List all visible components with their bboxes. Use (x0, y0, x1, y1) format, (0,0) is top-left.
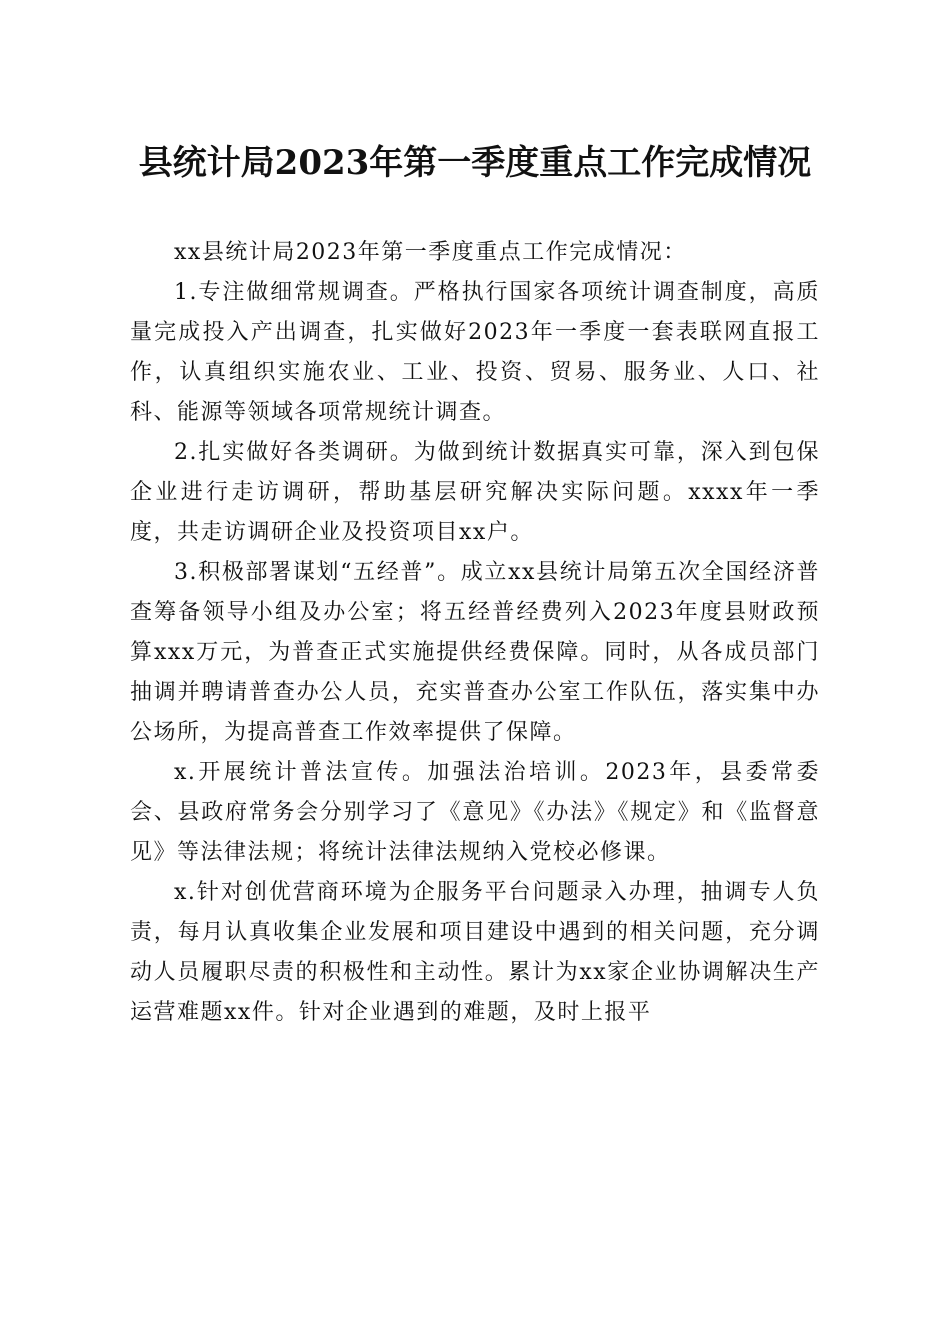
document-title: 县统计局2023年第一季度重点工作完成情况 (138, 143, 812, 183)
paragraph-3: 3.积极部署谋划“五经普”。成立xx县统计局第五次全国经济普查筹备领导小组及办公室；将五经普经费列入2023年度县财政预算xxx万元，为普查正式实施提供经费保障。同时，从各成员部门抽调并聘请普查办公人员，充实普查办公室工作队伍，落实集中办公场所，为提高普查工作效率提供了保障。 (130, 560, 820, 745)
paragraph-2: 2.扎实做好各类调研。为做到统计数据真实可靠，深入到包保企业进行走访调研，帮助基层研究解决实际问题。xxxx年一季度，共走访调研企业及投资项目xx户。 (130, 440, 820, 545)
document-body (130, 233, 820, 1033)
paragraph-4: x.开展统计普法宣传。加强法治培训。2023年，县委常委会、县政府常务会分别学习了《意见》《办法》《规定》和《监督意见》等法律法规；将统计法律法规纳入党校必修课。 (130, 760, 820, 865)
intro-paragraph: xx县统计局2023年第一季度重点工作完成情况： (174, 240, 687, 265)
paragraph-5: x.针对创优营商环境为企服务平台问题录入办理，抽调专人负责，每月认真收集企业发展和项目建设中遇到的相关问题，充分调动人员履职尽责的积极性和主动性。累计为xx家企业协调解决生产运营难题xx件。针对企业遇到的难题，及时上报平 (130, 880, 820, 1025)
paragraph-1: 1.专注做细常规调查。严格执行国家各项统计调查制度，高质量完成投入产出调查，扎实做好2023年一季度一套表联网直报工作，认真组织实施农业、工业、投资、贸易、服务业、人口、社科、能源等领域各项常规统计调查。 (130, 280, 820, 425)
